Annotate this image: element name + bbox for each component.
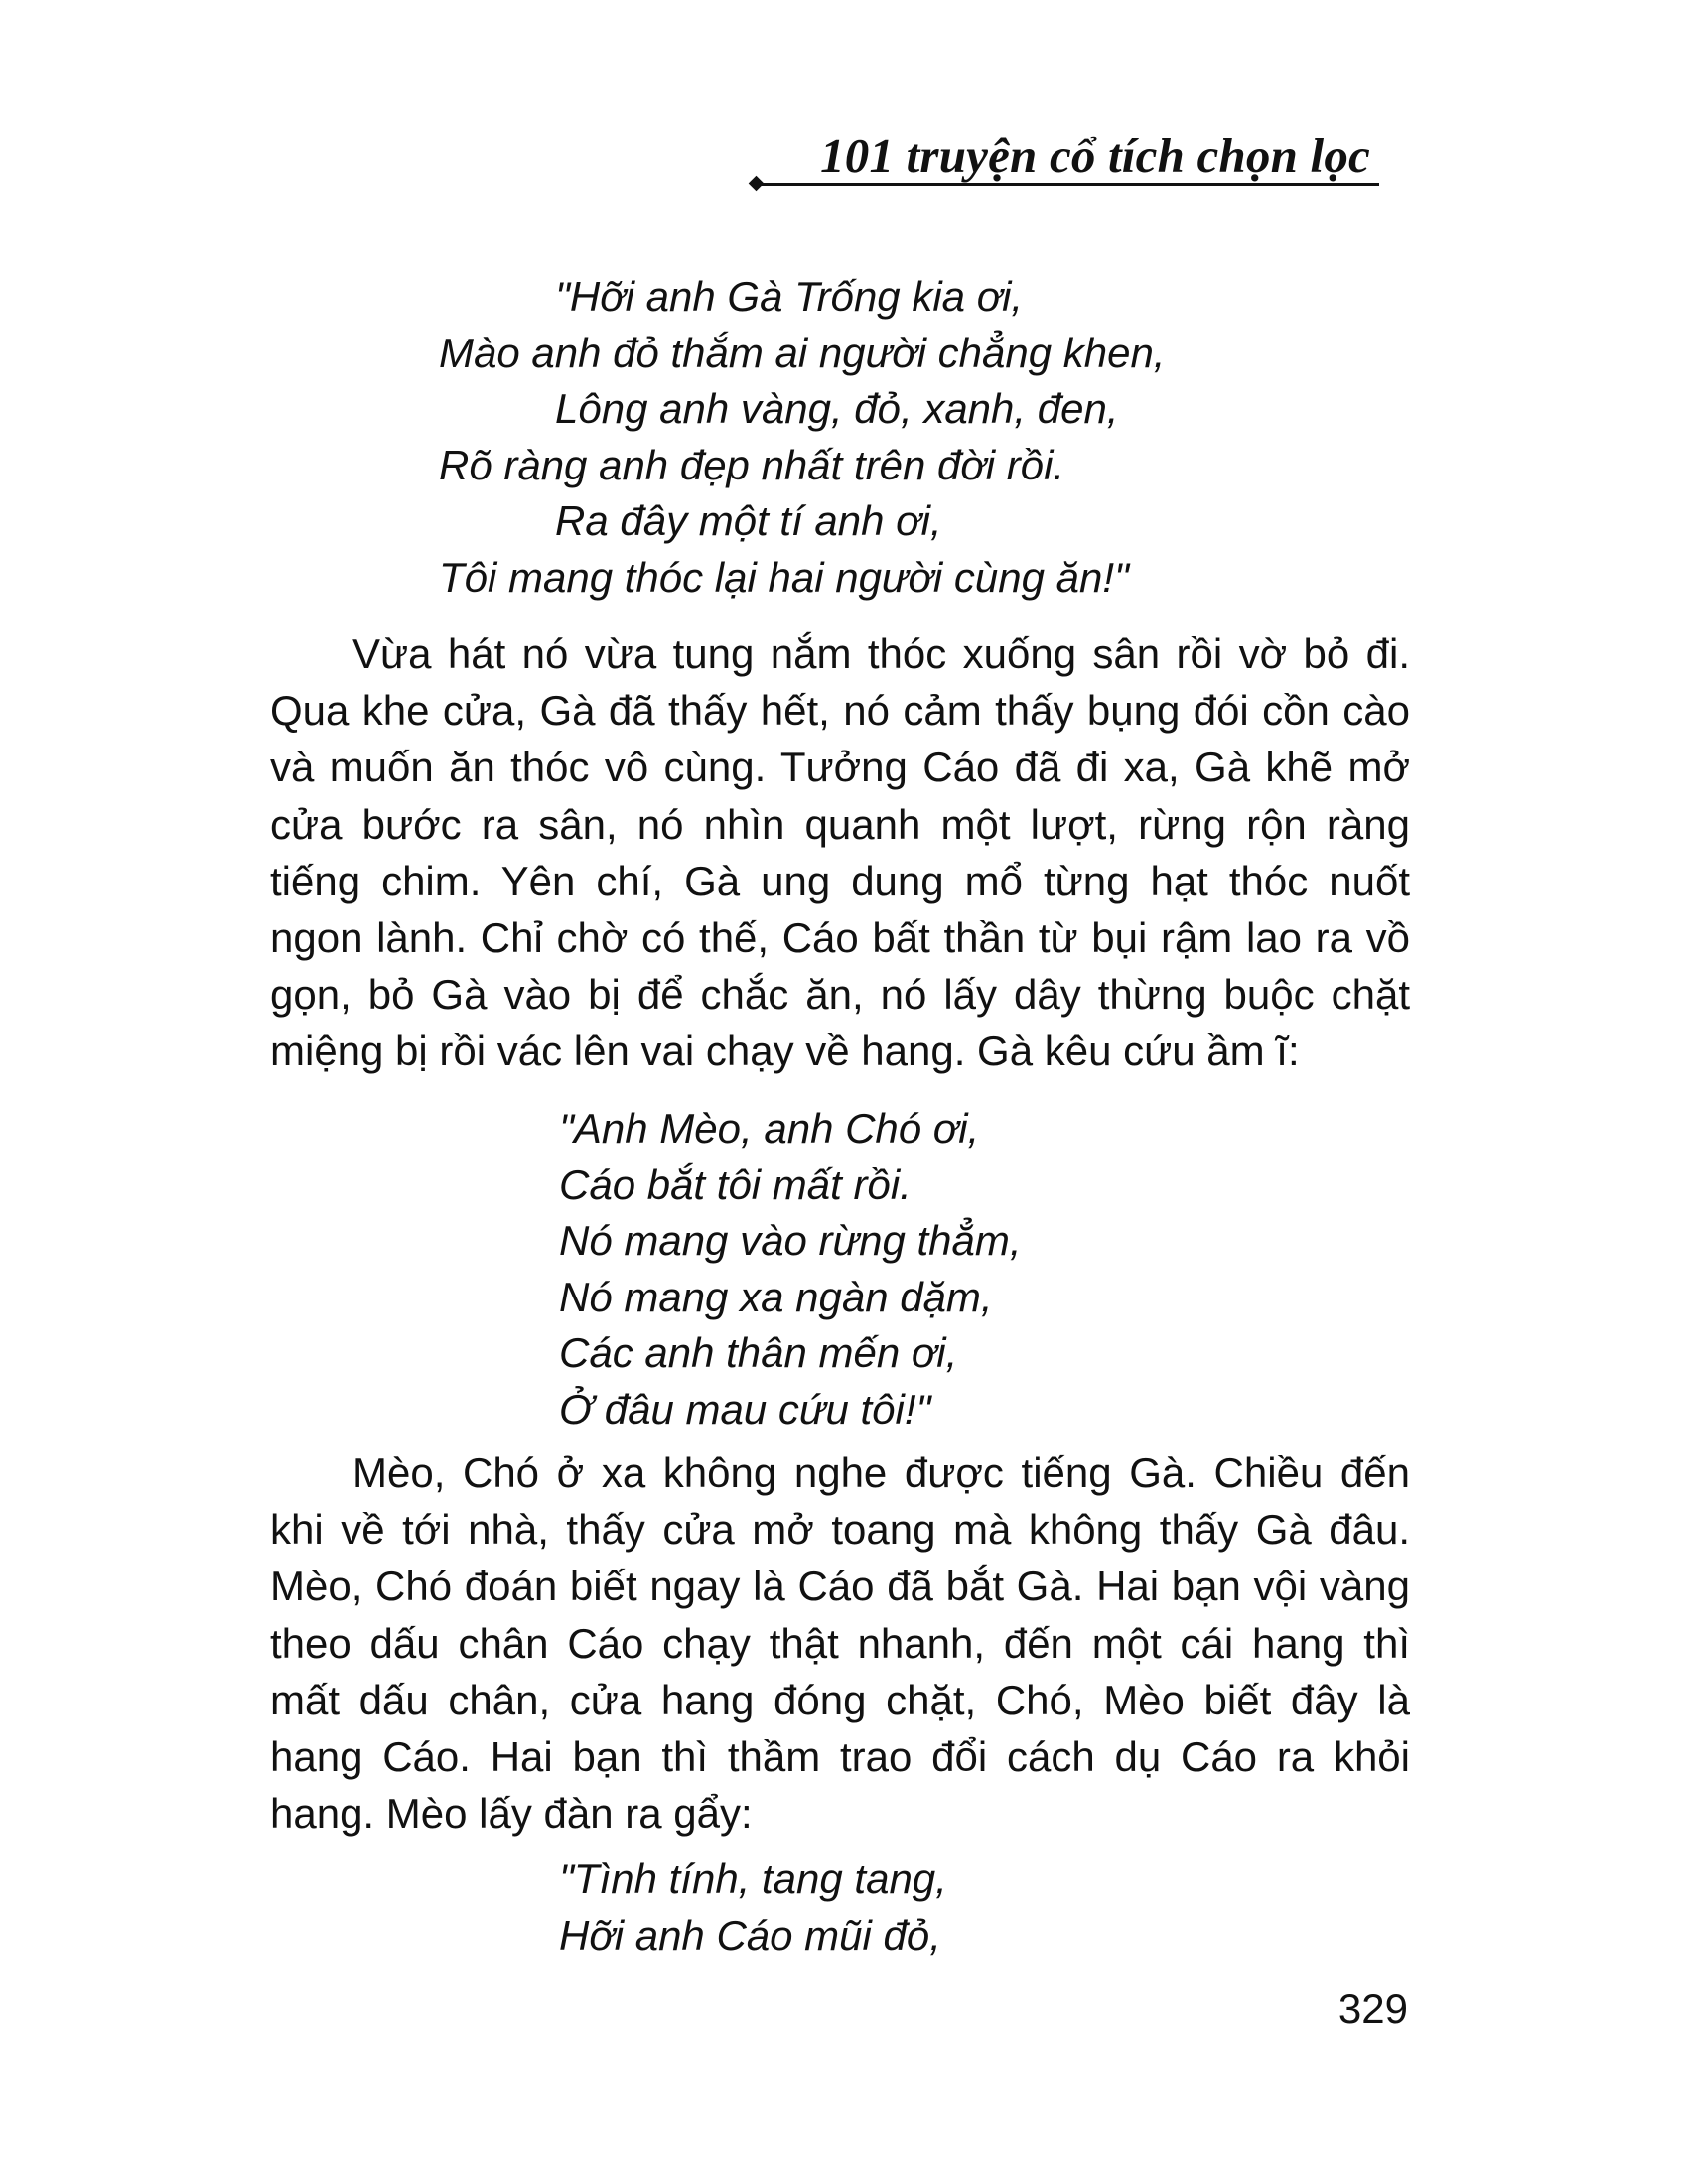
poem-line: "Tình tính, tang tang, xyxy=(559,1855,947,1902)
poem-line: Ở đâu mau cứu tôi!" xyxy=(559,1385,931,1433)
poem-cat-song xyxy=(559,1851,947,1964)
poem-line: Mào anh đỏ thắm ai người chẳng khen, xyxy=(439,329,1166,376)
page-number: 329 xyxy=(1337,1985,1408,2032)
header-diamond-ornament xyxy=(749,176,765,192)
poem-line: "Hỡi anh Gà Trống kia ơi, xyxy=(555,273,1024,320)
poem-line: Các anh thân mến ơi, xyxy=(559,1329,958,1376)
paragraph: Mèo, Chó ở xa không nghe được tiếng Gà. Chiều đến khi về tới nhà, thấy cửa mở toang mà không thấy Gà đâu. Mèo, Chó đoán biết ngay là Cáo đã bắt Gà. Hai bạn vội vàng theo dấu chân Cáo chạy thật nhanh, đến một cái hang thì mất dấu chân, cửa hang đóng chặt, Chó, Mèo biết đây là hang Cáo. Hai bạn thì thầm trao đổi cách dụ Cáo ra khỏi hang. Mèo lấy đàn ra gẩy: xyxy=(270,1449,1410,1838)
poem-line: Rõ ràng anh đẹp nhất trên đời rồi. xyxy=(439,441,1065,488)
running-header: 101 truyện cổ tích chọn lọc xyxy=(820,128,1370,183)
poem-rooster-lure xyxy=(439,269,1165,606)
poem-line: Ra đây một tí anh ơi, xyxy=(555,497,942,544)
poem-line: Tôi mang thóc lại hai người cùng ăn!" xyxy=(439,553,1129,601)
poem-line: Nó mang xa ngàn dặm, xyxy=(559,1273,993,1320)
poem-line: Hỡi anh Cáo mũi đỏ, xyxy=(559,1911,941,1959)
paragraph: Vừa hát nó vừa tung nắm thóc xuống sân rồi vờ bỏ đi. Qua khe cửa, Gà đã thấy hết, nó cảm thấy bụng đói cồn cào và muốn ăn thóc vô cùng. Tưởng Cáo đã đi xa, Gà khẽ mở cửa bước ra sân, nó nhìn quanh một lượt, rừng rộn ràng tiếng chim. Yên chí, Gà ung dung mổ từng hạt thóc nuốt ngon lành. Chỉ chờ có thế, Cáo bất thần từ bụi rậm lao ra vồ gọn, bỏ Gà vào bị để chắc ăn, nó lấy dây thừng buộc chặt miệng bị rồi vác lên vai chạy về hang. Gà kêu cứu ầm ĩ: xyxy=(270,630,1410,1075)
poem-line: Nó mang vào rừng thẳm, xyxy=(559,1217,1022,1264)
poem-line: "Anh Mèo, anh Chó ơi, xyxy=(559,1105,980,1152)
poem-rooster-cry xyxy=(559,1101,1022,1437)
poem-line: Cáo bắt tôi mất rồi. xyxy=(559,1160,912,1208)
header-rule xyxy=(758,183,1379,186)
poem-line: Lông anh vàng, đỏ, xanh, đen, xyxy=(555,385,1119,432)
